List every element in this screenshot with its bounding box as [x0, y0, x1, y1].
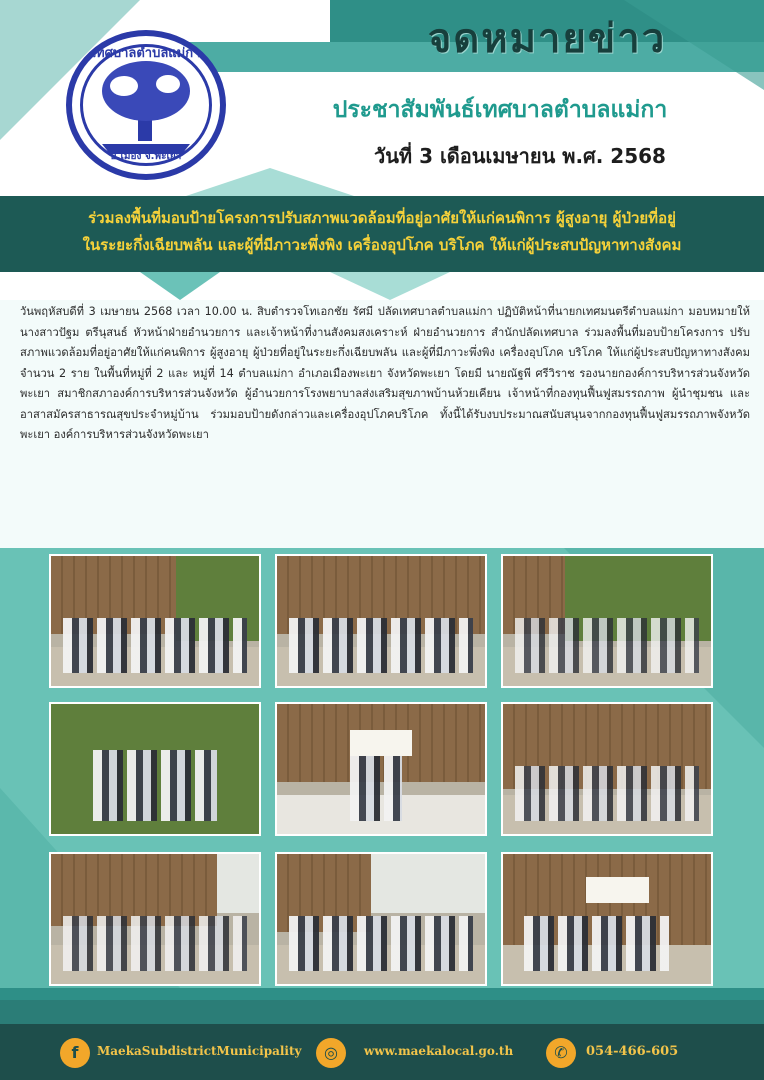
- photo-1: [49, 554, 261, 688]
- photo-group-of-people: [63, 916, 246, 971]
- photo-9: [501, 852, 713, 986]
- photo-7: [49, 852, 261, 986]
- photo-group-of-people: [289, 618, 472, 673]
- seal-foot-text: อ.เมือง จ.พะเยา: [110, 151, 182, 162]
- headline-line-1: ร่วมลงพื้นที่มอบป้ายโครงการปรับสภาพแวดล้อมที่อยู่อาศัยให้แก่คนพิการ ผู้สูงอายุ ผู้ป่วยที่อยู่: [88, 209, 676, 227]
- news-body-paragraph: วันพฤหัสบดีที่ 3 เมษายน 2568 เวลา 10.00 น. สิบตำรวจโทเอกชัย รัศมี ปลัดเทศบาลตำบลแม่กา ปฏิบัติหน้าที่นายกเทศมนตรีตำบลแม่กา มอบหมายให้ นางสาวปัฐม ตรีนุสนธ์ หัวหน้าฝ่ายอำนวยการ และเจ้าหน้าที่งานสังคมสงเคราะห์ ฝ่ายอำนวยการ สำนักปลัดเทศบาล ร่วมลงพื้นที่มอบป้ายโครงการ ปรับสภาพแวดล้อมที่อยู่อาศัยให้แก่คนพิการ ผู้สูงอายุ ผู้ป่วยที่อยู่ในระยะกึ่งเฉียบพลัน และผู้ที่มีภาวะพึ่งพิง เครื่องอุปโภค บริโภค ให้แก่ผู้ประสบปัญหาทางสังคม จำนวน 2 ราย ในพื้นที่หมู่ที่ 2 และ หมู่ที่ 14 ตำบลแม่กา อำเภอเมืองพะเยา จังหวัดพะเยา โดยมี นายณัฐพี ศรีวิราช รองนายกองค์การบริหารส่วนจังหวัดพะเยา สมาชิกสภาองค์การบริหารส่วนจังหวัด ผู้อำนวยการโรงพยาบาลส่งเสริมสุขภาพบ้านห้วยเคียน เจ้าหน้าที่กองทุนฟื้นฟูสมรรถภาพ ผู้นำชุมชน และอาสาสมัครสาธารณสุขประจำหมู่บ้าน ร่วมมอบป้ายดังกล่าวและเครื่องอุปโภคบริโภค ทั้งนี้ได้รับงบประมาณสนับสนุนจากกองทุนฟื้นฟูสมรรถภาพจังหวัดพะเยา องค์การบริหารส่วนจังหวัดพะเยา: [20, 305, 750, 441]
- photo-wooden-house: [51, 854, 217, 926]
- photo-group-of-people: [63, 618, 246, 673]
- footer-phone-number[interactable]: 054-466-605: [586, 1044, 679, 1059]
- globe-icon: ◎: [316, 1038, 346, 1068]
- footer-website-link[interactable]: www.maekalocal.go.th: [364, 1044, 514, 1058]
- seal-ring-text: เทศบาลตำบลแม่กา: [91, 46, 201, 61]
- photo-4: [49, 702, 261, 836]
- photo-2: [275, 554, 487, 688]
- photo-project-sign: [350, 730, 412, 756]
- photo-two-people-talking: [93, 750, 218, 822]
- headline: [10, 205, 754, 259]
- photo-group-of-people: [524, 916, 670, 971]
- newsletter-date: วันที่ 3 เดือนเมษายน พ.ศ. 2568: [374, 144, 666, 168]
- footer-facebook-page[interactable]: MaekaSubdistrictMunicipality: [97, 1044, 302, 1058]
- newsletter-subtitle: ประชาสัมพันธ์เทศบาลตำบลแม่กา: [332, 97, 668, 123]
- photo-3: [501, 554, 713, 688]
- photo-5: [275, 702, 487, 836]
- decor-below-banner-right: [330, 272, 450, 300]
- photo-group-of-people: [515, 766, 698, 821]
- facebook-icon: f: [60, 1038, 90, 1068]
- photo-group-of-people: [515, 618, 698, 673]
- decor-below-banner-left: [140, 272, 220, 300]
- photo-6: [501, 702, 713, 836]
- photo-8: [275, 852, 487, 986]
- photo-person-installing-sign: [350, 756, 402, 821]
- phone-icon: ✆: [546, 1038, 576, 1068]
- photo-project-sign: [586, 877, 648, 903]
- municipality-seal-logo: [66, 30, 226, 180]
- newsletter-title: จดหมายข่าว: [427, 16, 667, 62]
- photo-group-of-people: [289, 916, 472, 971]
- decor-banner-triangle: [180, 168, 360, 198]
- headline-line-2: ในระยะกึ่งเฉียบพลัน และผู้ที่มีภาวะพึ่งพิง เครื่องอุปโภค บริโภค ให้แก่ผู้ประสบปัญหาทางสังคม: [82, 236, 682, 254]
